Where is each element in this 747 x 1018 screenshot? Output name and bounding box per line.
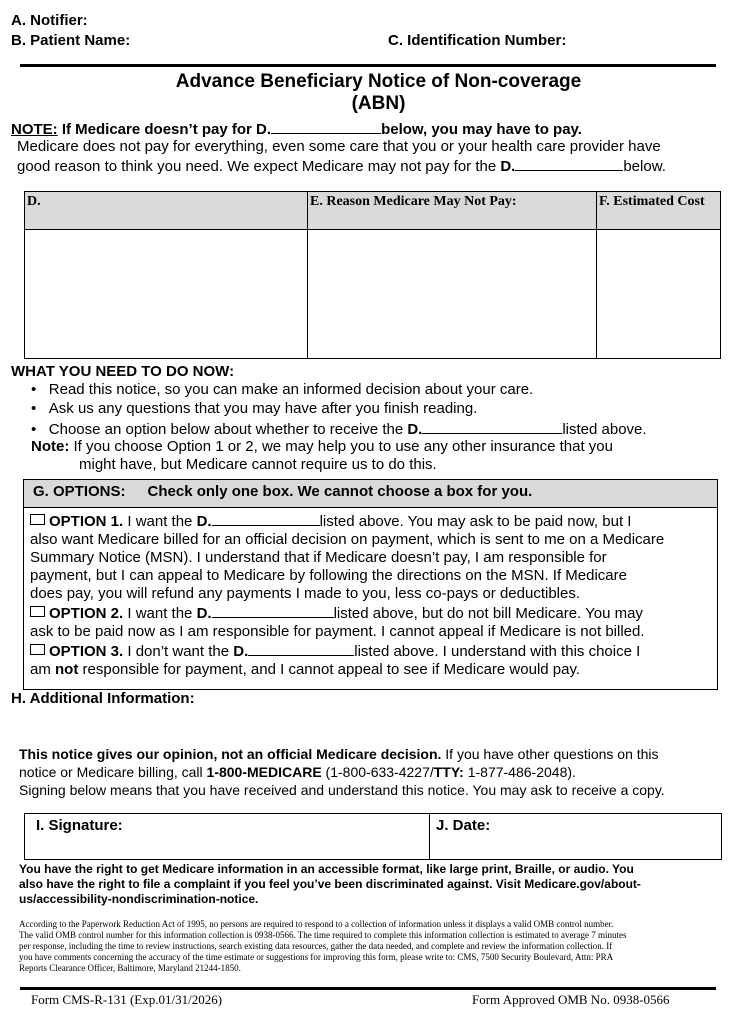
opinion-block [19, 745, 665, 799]
options-heading-instruction: Check only one box. We cannot choose a box for you. [147, 483, 533, 500]
signature-box [24, 813, 722, 860]
additional-info-heading: H. Additional Information: [11, 690, 195, 707]
option-1-text: I want the [123, 513, 197, 530]
option-3-line-2-c: responsible for payment, and I cannot appeal to see if Medicare would pay. [78, 661, 581, 678]
medicare-phone: 1-800-MEDICARE [206, 764, 322, 780]
todo-note-text-2: might have, but Medicare cannot require us to do this. [79, 456, 437, 473]
option-3-checkbox[interactable] [30, 644, 45, 655]
patient-name-label: B. Patient Name: [11, 32, 131, 49]
todo-heading: WHAT YOU NEED TO DO NOW: [11, 363, 235, 380]
signature-field[interactable] [26, 834, 426, 858]
todo-bullet-1: • Read this notice, so you can make an informed decision about your care. [31, 381, 534, 398]
date-field[interactable] [433, 834, 719, 858]
top-rule [20, 64, 716, 67]
option-1-blank [212, 511, 320, 526]
col-f-header: F. Estimated Cost [597, 192, 721, 230]
option-2-label: OPTION 2. [49, 605, 124, 622]
todo-note-text-1: If you choose Option 1 or 2, we may help you to use any other insurance that you [69, 438, 613, 455]
pra-line-3: per response, including the time to review instructions, search existing data resources, gather the data needed, and complete and review the information collection. If [19, 941, 613, 951]
note-para-2-d: D. [500, 158, 516, 175]
note-para-1: Medicare does not pay for everything, even some care that you or your health care provider have [17, 138, 661, 155]
todo-bullet-3-end: listed above. [562, 421, 647, 438]
note-label: NOTE: [11, 121, 58, 138]
col-d-header: D. [25, 192, 308, 230]
note-line [11, 119, 582, 138]
notifier-label: A. Notifier: [11, 12, 88, 29]
option-1-line-4: payment, but I can appeal to Medicare by following the directions on the MSN. If Medicare [30, 567, 627, 584]
form-title [0, 71, 747, 115]
note-para-2-end: below. [623, 158, 666, 175]
items-table-header [25, 192, 721, 230]
rights-line-3: us/accessibility-nondiscrimination-notice. [19, 892, 259, 906]
todo-bullet-2: • Ask us any questions that you may have after you finish reading. [31, 400, 478, 417]
option-1-text-b: listed above. You may ask to be paid now, but I [319, 513, 632, 530]
bottom-rule [20, 987, 716, 990]
additional-info-area[interactable] [11, 710, 716, 740]
option-1-line-5: does pay, you will refund any payments I made to you, less co-pays or deductibles. [30, 585, 581, 602]
pra-line-5: Reports Clearance Officer, Baltimore, Maryland 21244-1850. [19, 963, 241, 973]
pra-line-2: The valid OMB control number for this information collection is 0938-0566. The time required to complete this information collection is estimated to average 7 minutes [19, 930, 627, 940]
option-1-line-3: Summary Notice (MSN). I understand that if Medicare doesn’t pay, I am responsible for [30, 549, 607, 566]
option-2-text: I want the [123, 605, 197, 622]
opinion-line-1 [19, 745, 665, 763]
date-label: J. Date: [436, 817, 491, 834]
col-f-cell[interactable] [597, 230, 721, 359]
option-3-text-b: listed above. I understand with this choice I [354, 643, 641, 660]
option-3-d: D. [233, 643, 249, 660]
pra-statement [19, 919, 731, 974]
todo-note-label: Note: [31, 438, 70, 455]
items-table [24, 191, 721, 359]
note-para-2 [17, 156, 666, 176]
option-2-d: D. [196, 605, 212, 622]
todo-bullet-3-d: D. [407, 421, 423, 438]
note-blank [271, 119, 381, 134]
option-1-line-1 [30, 511, 716, 531]
opinion-line-2-text: notice or Medicare billing, call [19, 764, 207, 780]
todo-bullet-3: • Choose an option below about whether to receive the D. listed above. [31, 421, 647, 438]
option-3-line-2-a: am [30, 661, 56, 678]
option-3-text: I don’t want the [123, 643, 234, 660]
option-2-line-2: ask to be paid now as I am responsible for payment. I cannot appeal if Medicare is not billed. [30, 623, 645, 640]
opinion-line-1-bold: This notice gives our opinion, not an official Medicare decision. [19, 746, 442, 762]
form-title-line1: Advance Beneficiary Notice of Non-coverage [175, 71, 582, 92]
opinion-line-1-text: If you have other questions on this [441, 746, 659, 762]
rights-line-2: also have the right to file a complaint if you feel you’ve been discriminated against. Visit Medicare.gov/about- [19, 877, 641, 891]
col-d-cell[interactable] [25, 230, 308, 359]
note-text-end: below, you may have to pay. [381, 121, 582, 138]
signature-divider [429, 814, 430, 859]
option-2-text-b: listed above, but do not bill Medicare. You may [333, 605, 643, 622]
pra-line-4: you have comments concerning the accuracy of the time estimate or suggestions for improving this form, please write to: CMS, 7500 Security Boulevard, Attn: PRA [19, 952, 614, 962]
todo-bullet-3-text: Choose an option below about whether to receive the [48, 421, 408, 438]
option-1 [30, 511, 716, 679]
opinion-line-2-phone: (1-800-633-4227/ [321, 764, 434, 780]
todo-bullet-2-text: Ask us any questions that you may have after you finish reading. [48, 400, 478, 417]
rights-line-1: You have the right to get Medicare information in an accessible format, like large print, Braille, or audio. You [19, 862, 634, 876]
col-e-cell[interactable] [308, 230, 597, 359]
option-3-blank [248, 641, 354, 656]
tty-number: 1-877-486-2048). [463, 764, 576, 780]
options-heading-label: G. OPTIONS: [33, 483, 126, 500]
opinion-line-3: Signing below means that you have received and understand this notice. You may ask to receive a copy. [19, 782, 665, 798]
option-1-checkbox[interactable] [30, 514, 45, 525]
form-id: Form CMS-R-131 (Exp.01/31/2026) [31, 992, 223, 1007]
opinion-line-2 [19, 763, 665, 781]
items-table-row [25, 230, 721, 359]
todo-bullet-3-blank [422, 419, 562, 434]
option-2-checkbox[interactable] [30, 606, 45, 617]
form-title-line2: (ABN) [351, 93, 406, 114]
option-3-line-2 [30, 661, 716, 679]
option-3-not: not [55, 661, 79, 678]
note-para-2-text: good reason to think you need. We expect Medicare may not pay for the [17, 158, 501, 175]
signature-label: I. Signature: [36, 817, 123, 834]
option-3-label: OPTION 3. [49, 643, 124, 660]
todo-bullet-1-text: Read this notice, so you can make an informed decision about your care. [48, 381, 534, 398]
option-1-line-2: also want Medicare billed for an official decision on payment, which is sent to me on a Medicare [30, 531, 665, 548]
option-2-blank [212, 603, 334, 618]
option-3-line-1 [30, 641, 716, 661]
col-e-header: E. Reason Medicare May Not Pay: [308, 192, 597, 230]
note-text: If Medicare doesn’t pay for D. [57, 121, 272, 138]
option-1-label: OPTION 1. [49, 513, 124, 530]
rights-block [19, 862, 641, 907]
option-1-d: D. [196, 513, 212, 530]
omb-number: Form Approved OMB No. 0938-0566 [472, 992, 670, 1007]
identification-number-label: C. Identification Number: [388, 32, 567, 49]
todo-note [31, 438, 613, 456]
pra-line-1: According to the Paperwork Reduction Act of 1995, no persons are required to respond to a collection of information unless it displays a valid OMB control number. [19, 919, 614, 929]
note-para-2-blank [515, 156, 623, 171]
options-heading [24, 480, 717, 508]
option-2-line-1 [30, 603, 716, 623]
tty-label: TTY: [433, 764, 464, 780]
